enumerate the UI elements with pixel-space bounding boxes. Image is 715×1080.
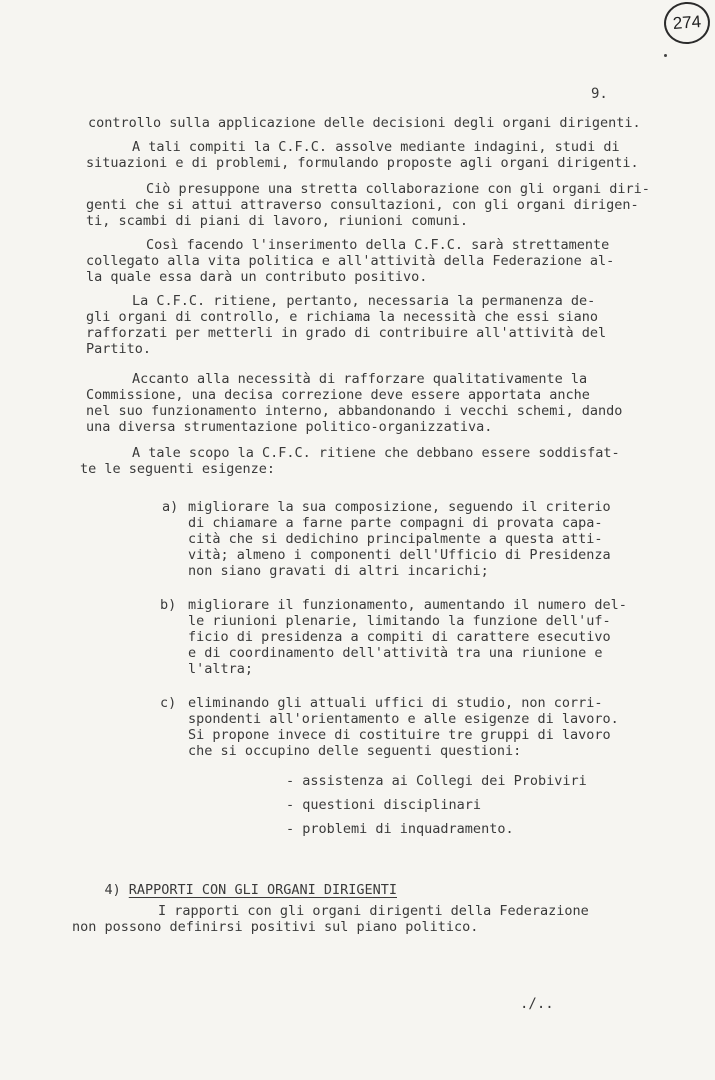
paragraph-5-line-1: Commissione, una decisa correzione deve essere apportata anche [86,387,590,403]
paragraph-2-line-2: ti, scambi di piani di lavoro, riunioni comuni. [86,213,469,229]
section-number: 4) [104,882,121,898]
section-title: RAPPORTI CON GLI ORGANI DIRIGENTI [128,882,397,898]
paragraph-4-line-0: La C.F.C. ritiene, pertanto, necessaria la permanenza de- [132,293,596,309]
list-c-line-0: eliminando gli attuali uffici di studio, non corri- [188,695,603,711]
continuation-mark: ./.. [520,996,554,1012]
paragraph-4-line-2: rafforzati per metterli in grado di contribuire all'attività del [86,325,607,341]
paragraph-5-line-2: nel suo funzionamento interno, abbandonando i vecchi schemi, dando [86,403,623,419]
paragraph-6-line-1: te le seguenti esigenze: [80,461,276,477]
paragraph-1-line-0: A tali compiti la C.F.C. assolve mediante indagini, studi di [132,139,620,155]
list-b-line-4: l'altra; [188,661,254,677]
archive-stamp: 274 [663,0,712,45]
paragraph-0-line-0: controllo sulla applicazione delle decisioni degli organi dirigenti. [88,115,641,131]
page-number: 9. [591,86,608,102]
paragraph-3-line-1: collegato alla vita politica e all'attività della Federazione al- [86,253,615,269]
list-b-line-0: migliorare il funzionamento, aumentando il numero del- [188,597,627,613]
closing-line-1: non possono definirsi positivi sul piano politico. [72,919,479,935]
paragraph-5-line-0: Accanto alla necessità di rafforzare qualitativamente la [132,371,588,387]
list-c-line-1: spondenti all'orientamento e alle esigenze di lavoro. [188,711,619,727]
paragraph-6-line-0: A tale scopo la C.F.C. ritiene che debbano essere soddisfat- [132,445,620,461]
paragraph-4-line-3: Partito. [86,341,152,357]
paragraph-2-line-0: Ciò presuppone una stretta collaborazione con gli organi diri- [146,181,650,197]
list-a-line-3: vità; almeno i componenti dell'Ufficio di Presidenza [188,547,611,563]
sub-item-2: - problemi di inquadramento. [286,821,514,837]
list-b-line-2: ficio di presidenza a compiti di carattere esecutivo [188,629,611,645]
list-marker-b: b) [160,597,177,613]
paragraph-4-line-1: gli organi di controllo, e richiama la necessità che essi siano [86,309,599,325]
closing-line-0: I rapporti con gli organi dirigenti della Federazione [158,903,589,919]
paragraph-1-line-1: situazioni e di problemi, formulando proposte agli organi dirigenti. [86,155,639,171]
list-b-line-3: e di coordinamento dell'attività tra una riunione e [188,645,603,661]
list-a-line-1: di chiamare a farne parte compagni di provata capa- [188,515,603,531]
list-a-line-4: non siano gravati di altri incarichi; [188,563,489,579]
paragraph-2-line-1: genti che si attui attraverso consultazioni, con gli organi dirigen- [86,197,639,213]
paragraph-3-line-2: la quale essa darà un contributo positivo. [86,269,428,285]
list-c-line-3: che si occupino delle seguenti questioni: [188,743,522,759]
sub-item-0: - assistenza ai Collegi dei Probiviri [286,773,587,789]
list-c-line-2: Si propone invece di costituire tre gruppi di lavoro [188,727,611,743]
paragraph-3-line-0: Così facendo l'inserimento della C.F.C. sarà strettamente [146,237,610,253]
ink-dot [664,54,667,57]
sub-item-1: - questioni disciplinari [286,797,482,813]
list-a-line-2: cità che si dedichino principalmente a questa atti- [188,531,603,547]
list-marker-c: c) [160,695,177,711]
list-marker-a: a) [162,499,179,515]
list-b-line-1: le riunioni plenarie, limitando la funzione dell'uf- [188,613,611,629]
paragraph-5-line-3: una diversa strumentazione politico-organizzativa. [86,419,493,435]
list-a-line-0: migliorare la sua composizione, seguendo il criterio [188,499,611,515]
